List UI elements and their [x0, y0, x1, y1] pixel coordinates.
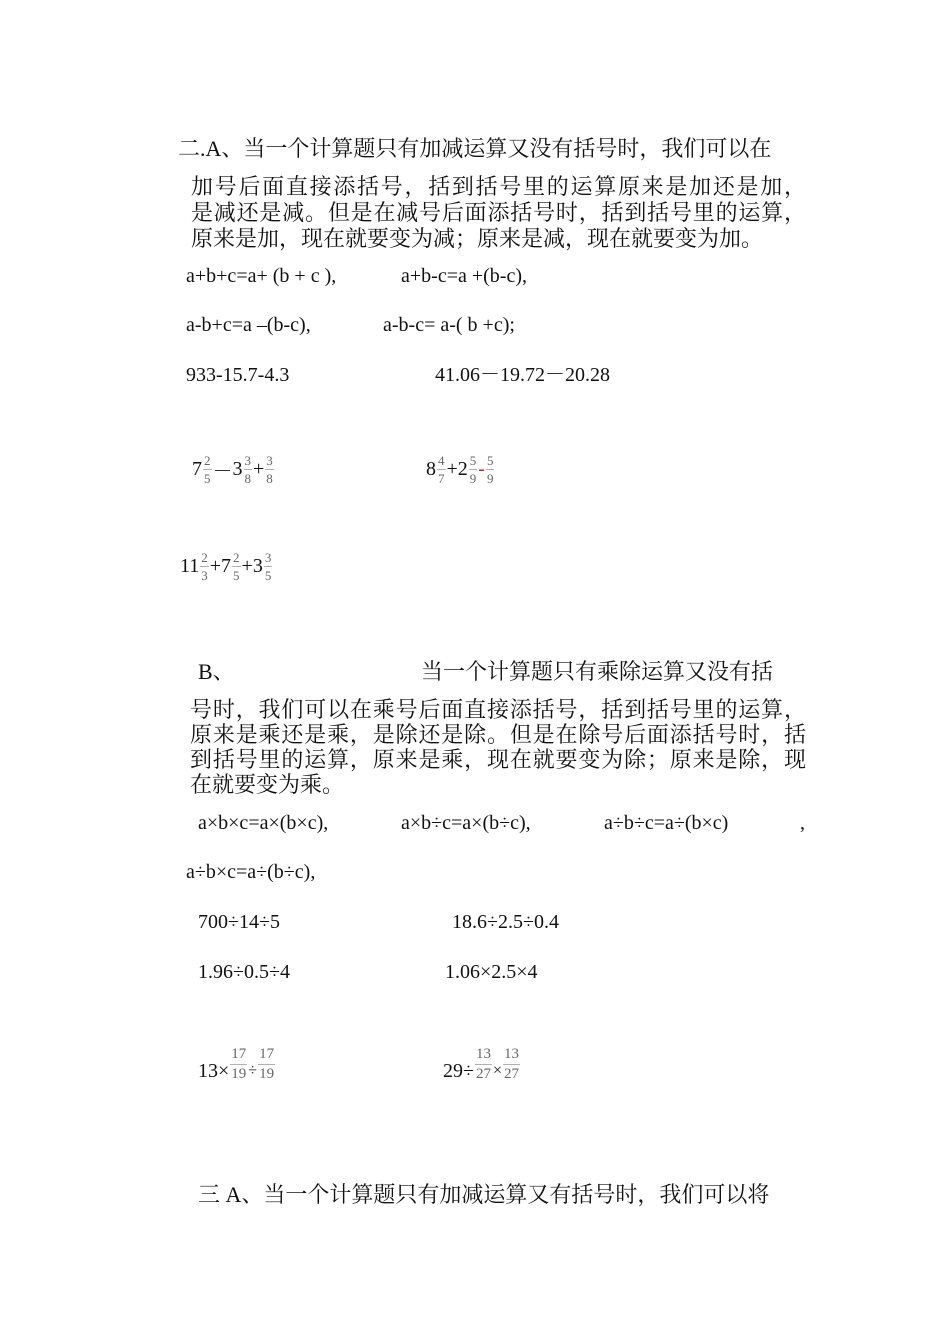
denominator: 27 — [475, 1066, 491, 1082]
denominator: 5 — [233, 568, 240, 583]
fraction-exercise-1 — [192, 453, 275, 486]
fraction-exercise-3 — [180, 550, 273, 583]
exercise-1: 933-15.7-4.3 — [186, 364, 290, 386]
whole-number: 3 — [232, 458, 243, 480]
numerator: 5 — [486, 453, 494, 468]
leading-term: 13× — [198, 1060, 230, 1082]
fraction — [469, 453, 478, 486]
fraction-bar — [486, 469, 495, 470]
operator: + — [253, 458, 265, 480]
rule-add-1: a+b+c=a+ (b + c ), — [186, 265, 337, 287]
fraction-bar — [437, 469, 446, 470]
fraction — [232, 550, 241, 583]
exercise-5: 1.96÷0.5÷4 — [198, 961, 290, 983]
whole-number: 11 — [180, 555, 200, 577]
rule-div-1: a÷b÷c=a÷(b×c) — [604, 812, 729, 834]
section2-b-line3: 原来是乘还是乘，是除还是除。但是在除号后面添括号时，括 — [190, 722, 806, 747]
numerator: 3 — [264, 550, 272, 565]
operator: － — [212, 461, 233, 483]
numerator: 17 — [231, 1046, 247, 1062]
operator: + — [241, 555, 253, 577]
denominator: 5 — [204, 471, 211, 486]
fraction-bar — [232, 566, 241, 567]
numerator: 3 — [244, 453, 251, 468]
section2-a-line2: 加号后面直接添括号，括到括号里的运算原来是加还是加， — [191, 174, 806, 199]
rule-comma: , — [800, 812, 805, 834]
denominator: 19 — [259, 1066, 275, 1082]
whole-number: 3 — [252, 555, 263, 577]
leading-term: 29÷ — [443, 1060, 474, 1082]
numerator: 5 — [469, 453, 477, 468]
fraction — [258, 1046, 275, 1083]
fraction-bar — [244, 469, 253, 470]
whole-number: 2 — [457, 458, 468, 480]
fraction — [475, 1046, 492, 1083]
operator: + — [446, 458, 458, 480]
fraction-bar — [203, 469, 212, 470]
exercise-3: 700÷14÷5 — [198, 911, 280, 933]
fraction-bar — [265, 469, 274, 470]
denominator: 5 — [264, 568, 272, 583]
whole-number: 8 — [426, 458, 436, 480]
section2-b-line4: 到括号里的运算，原来是乘，现在就要变为除；原来是除，现 — [190, 747, 806, 772]
denominator: 3 — [201, 568, 208, 583]
fraction — [203, 453, 212, 486]
section2-b-label: B、 — [198, 659, 235, 684]
section2-b-line5: 在就要变为乘。 — [190, 772, 345, 797]
rule-sub-2: a-b-c= a-( b +c); — [383, 314, 515, 336]
denominator: 9 — [469, 471, 477, 486]
denominator: 8 — [244, 471, 251, 486]
rule-mul-1: a×b×c=a×(b×c), — [198, 812, 329, 834]
operator: - — [478, 458, 485, 480]
whole-number: 7 — [221, 555, 232, 577]
fraction — [265, 453, 274, 486]
numerator: 13 — [475, 1046, 491, 1062]
denominator: 7 — [438, 471, 445, 486]
fraction-exercise-4 — [198, 1046, 276, 1083]
fraction — [437, 453, 446, 486]
fraction-bar — [264, 566, 273, 567]
fraction — [503, 1046, 520, 1083]
rule-mul-2: a×b÷c=a×(b÷c), — [401, 812, 531, 834]
numerator: 2 — [233, 550, 240, 565]
numerator: 3 — [266, 453, 273, 468]
rule-sub-1: a-b+c=a –(b-c), — [186, 314, 311, 336]
fraction — [264, 550, 273, 583]
numerator: 4 — [438, 453, 445, 468]
fraction-bar — [503, 1064, 520, 1065]
rule-add-2: a+b-c=a +(b-c), — [401, 265, 527, 287]
numerator: 17 — [259, 1046, 275, 1062]
exercise-2: 41.06－19.72－20.28 — [435, 364, 610, 386]
fraction — [230, 1046, 247, 1083]
exercise-6: 1.06×2.5×4 — [445, 961, 538, 983]
numerator: 2 — [201, 550, 208, 565]
operator: × — [492, 1062, 503, 1079]
fraction — [244, 453, 253, 486]
numerator: 13 — [504, 1046, 520, 1062]
fraction-exercise-2 — [426, 453, 495, 486]
numerator: 2 — [204, 453, 211, 468]
fraction — [486, 453, 495, 486]
fraction-exercise-5 — [443, 1046, 521, 1083]
operator: + — [209, 555, 222, 577]
denominator: 8 — [266, 471, 273, 486]
fraction — [200, 550, 209, 583]
rule-div-2: a÷b×c=a÷(b÷c), — [186, 861, 316, 883]
whole-number: 7 — [192, 458, 202, 480]
fraction-bar — [469, 469, 478, 470]
section2-a-line3: 是减还是减。但是在减号后面添括号时，括到括号里的运算， — [191, 200, 806, 225]
fraction-bar — [258, 1064, 275, 1065]
fraction-bar — [200, 566, 209, 567]
section2-b-line2: 号时，我们可以在乘号后面直接添括号，括到括号里的运算， — [190, 697, 806, 722]
operator: ÷ — [248, 1062, 258, 1079]
fraction-bar — [475, 1064, 492, 1065]
section2-a-line1: 二.A、当一个计算题只有加减运算又没有括号时，我们可以在 — [178, 136, 772, 161]
denominator: 9 — [486, 471, 494, 486]
denominator: 19 — [231, 1066, 247, 1082]
denominator: 27 — [504, 1066, 520, 1082]
section3-a-line1: 三 A、当一个计算题只有加减运算又有括号时，我们可以将 — [198, 1182, 770, 1207]
exercise-4: 18.6÷2.5÷0.4 — [452, 911, 559, 933]
fraction-bar — [230, 1064, 247, 1065]
section2-b-line1: 当一个计算题只有乘除运算又没有括 — [421, 659, 774, 684]
section2-a-line4: 原来是加，现在就要变为减；原来是减，现在就要变为加。 — [191, 226, 764, 251]
